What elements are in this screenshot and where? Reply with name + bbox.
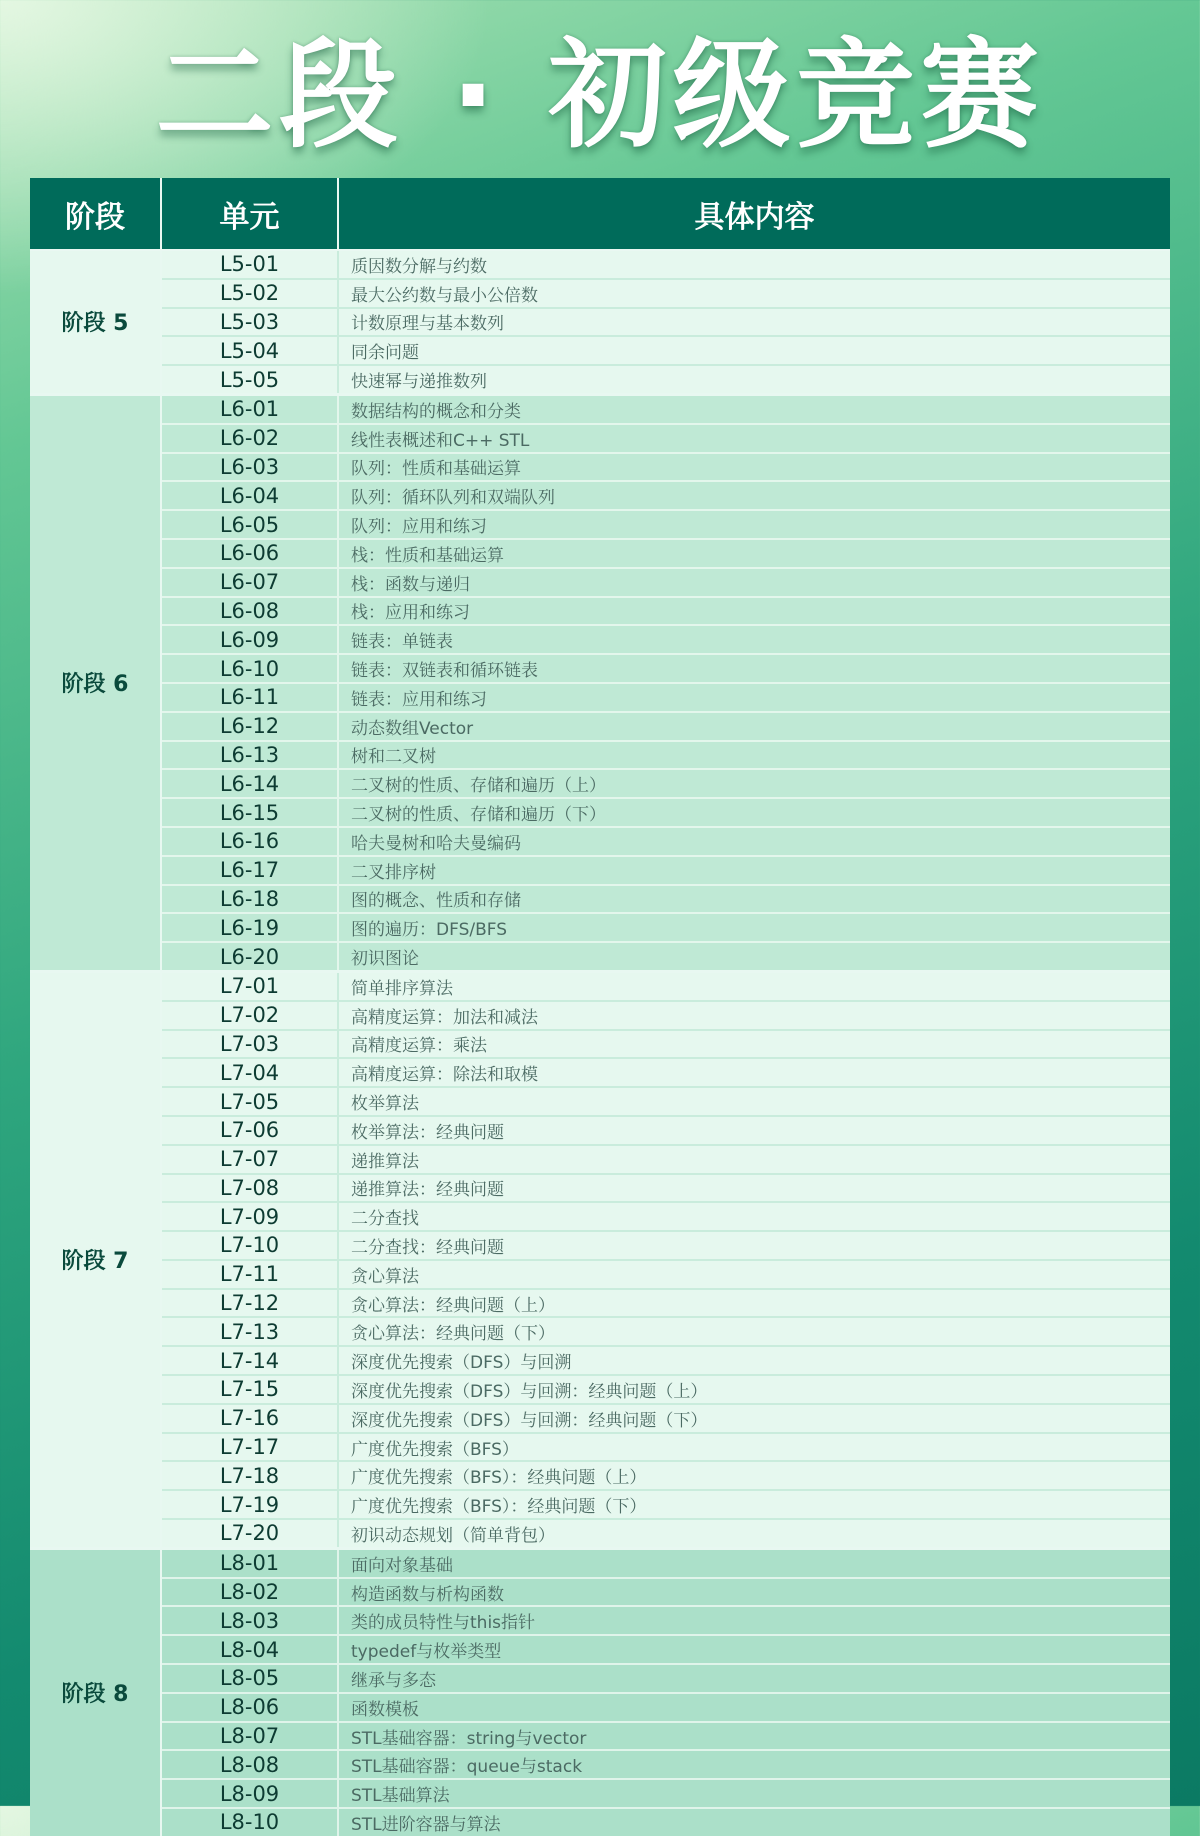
table-row [162,569,1170,598]
unit-content: 动态数组Vector [351,718,474,739]
stage-block [30,396,1170,973]
unit-content: 二叉排序树 [351,862,436,883]
table-row [162,1665,1170,1694]
stage-block [30,1550,1170,1836]
unit-code: L6-05 [162,511,339,538]
unit-content: 二叉树的性质、存储和遍历（下） [351,805,606,826]
table-row [162,1175,1170,1204]
stage-block [30,251,1170,396]
unit-code: L6-18 [162,886,339,913]
unit-content: typedef与枚举类型 [351,1642,502,1663]
unit-code: L6-14 [162,770,339,797]
table-row [162,1462,1170,1491]
unit-content: 链表：双链表和循环链表 [351,661,538,682]
table-row [162,1232,1170,1261]
table-row [162,1809,1170,1836]
unit-code: L7-11 [162,1261,339,1288]
unit-code: L8-03 [162,1607,339,1634]
table-row [162,973,1170,1002]
unit-content: 二分查找：经典问题 [351,1237,504,1258]
table-row [162,1290,1170,1319]
unit-content: 贪心算法：经典问题（下） [351,1324,555,1345]
table-row [162,1088,1170,1117]
unit-code: L7-02 [162,1002,339,1029]
table-row [162,396,1170,425]
unit-content: 简单排序算法 [351,978,453,999]
unit-code: L7-07 [162,1146,339,1173]
table-row [162,511,1170,540]
table-row [162,366,1170,393]
header-content: 具体内容 [694,199,815,235]
unit-code: L6-20 [162,943,339,970]
unit-content: 计数原理与基本数列 [351,314,504,335]
unit-code: L6-02 [162,425,339,452]
unit-content: 初识动态规划（简单背包） [351,1525,555,1546]
table-row [162,454,1170,483]
unit-code: L7-05 [162,1088,339,1115]
unit-content: 线性表概述和C++ STL [351,430,530,451]
unit-code: L6-19 [162,914,339,941]
unit-code: L8-04 [162,1636,339,1663]
table-row [162,713,1170,742]
table-row [162,1607,1170,1636]
unit-code: L5-05 [162,366,339,393]
unit-content: 贪心算法 [351,1266,419,1287]
unit-code: L7-17 [162,1434,339,1461]
unit-code: L6-16 [162,828,339,855]
unit-content: 继承与多态 [351,1670,436,1691]
unit-code: L8-10 [162,1809,339,1836]
unit-content: 图的遍历：DFS/BFS [351,920,508,941]
unit-code: L5-03 [162,309,339,336]
unit-code: L8-09 [162,1780,339,1807]
table-row [162,1694,1170,1723]
unit-code: L7-08 [162,1175,339,1202]
stage-label: 阶段 5 [30,251,162,393]
stage-rows [162,1550,1170,1836]
table-row [162,828,1170,857]
unit-content: 快速幂与递推数列 [351,372,487,393]
unit-code: L8-06 [162,1694,339,1721]
unit-code: L6-10 [162,655,339,682]
unit-code: L7-04 [162,1059,339,1086]
unit-content: 队列：应用和练习 [351,517,487,538]
unit-code: L6-17 [162,857,339,884]
unit-content: STL进阶容器与算法 [351,1814,501,1835]
table-row [162,799,1170,828]
unit-code: L8-07 [162,1723,339,1750]
unit-code: L8-02 [162,1579,339,1606]
unit-code: L7-20 [162,1520,339,1547]
table-row [162,1059,1170,1088]
table-row [162,1636,1170,1665]
table-row [162,1550,1170,1579]
table-row [162,1347,1170,1376]
unit-content: 同余问题 [351,343,419,364]
table-row [162,943,1170,970]
unit-content: 类的成员特性与this指针 [351,1613,536,1634]
stage-label: 阶段 7 [30,973,162,1547]
table-row [162,857,1170,886]
unit-code: L7-15 [162,1376,339,1403]
unit-content: 高精度运算：除法和取模 [351,1065,538,1086]
unit-code: L7-19 [162,1491,339,1518]
unit-content: 质因数分解与约数 [351,256,487,277]
unit-content: 队列：循环队列和双端队列 [351,488,555,509]
unit-code: L7-14 [162,1347,339,1374]
unit-code: L7-01 [162,973,339,1000]
table-row [162,1723,1170,1752]
unit-content: 构造函数与析构函数 [351,1584,504,1605]
unit-code: L7-12 [162,1290,339,1317]
table-row [162,309,1170,338]
table-row [162,280,1170,309]
table-row [162,1376,1170,1405]
unit-code: L6-04 [162,482,339,509]
table-row [162,1031,1170,1060]
unit-content: 枚举算法 [351,1094,419,1114]
unit-content: 二叉树的性质、存储和遍历（上） [351,776,606,797]
unit-content: 深度优先搜索（DFS）与回溯：经典问题（下） [351,1410,708,1431]
unit-code: L6-11 [162,684,339,711]
table-row [162,425,1170,454]
unit-content: 高精度运算：加法和减法 [351,1007,538,1028]
unit-code: L7-10 [162,1232,339,1259]
unit-content: STL基础算法 [351,1786,450,1807]
table-row [162,1434,1170,1463]
unit-content: 广度优先搜索（BFS）：经典问题（上） [351,1468,647,1489]
unit-code: L6-09 [162,626,339,653]
table-row [162,1117,1170,1146]
unit-code: L6-03 [162,454,339,481]
unit-code: L6-12 [162,713,339,740]
table-row [162,1146,1170,1175]
unit-code: L7-06 [162,1117,339,1144]
table-row [162,337,1170,366]
table-row [162,1579,1170,1608]
unit-code: L6-01 [162,396,339,423]
table-row [162,742,1170,771]
unit-code: L6-15 [162,799,339,826]
table-header [30,178,1170,251]
table-row [162,770,1170,799]
stage-block [30,973,1170,1550]
table-row [162,655,1170,684]
unit-content: 递推算法 [351,1151,419,1172]
table-row [162,626,1170,655]
unit-code: L7-18 [162,1462,339,1489]
unit-content: 函数模板 [351,1699,419,1720]
table-row [162,886,1170,915]
unit-content: 栈：应用和练习 [351,603,470,624]
table-row [162,914,1170,943]
unit-content: STL基础容器：queue与stack [351,1757,583,1778]
unit-content: 广度优先搜索（BFS） [351,1439,519,1460]
unit-content: 高精度运算：乘法 [351,1036,487,1057]
unit-code: L7-09 [162,1203,339,1230]
unit-content: 最大公约数与最小公倍数 [351,285,538,306]
unit-code: L6-07 [162,569,339,596]
unit-code: L7-13 [162,1318,339,1345]
unit-code: L7-16 [162,1405,339,1432]
table-row [162,251,1170,280]
unit-content: 链表：单链表 [351,632,453,653]
unit-content: 队列：性质和基础运算 [351,459,521,480]
unit-content: 二分查找 [351,1209,419,1230]
curriculum-table [30,178,1170,1836]
unit-content: 数据结构的概念和分类 [351,401,521,422]
table-row [162,482,1170,511]
table-row [162,1203,1170,1232]
table-row [162,1002,1170,1031]
table-row [162,1261,1170,1290]
unit-content: 广度优先搜索（BFS）：经典问题（下） [351,1497,647,1518]
unit-content: 链表：应用和练习 [351,689,487,710]
unit-content: 递推算法：经典问题 [351,1180,504,1201]
unit-content: 哈夫曼树和哈夫曼编码 [351,833,521,854]
unit-content: 深度优先搜索（DFS）与回溯：经典问题（上） [351,1381,708,1402]
unit-code: L8-01 [162,1550,339,1577]
unit-code: L6-06 [162,540,339,567]
unit-content: STL基础容器：string与vector [351,1728,587,1749]
table-row [162,1751,1170,1780]
unit-content: 树和二叉树 [351,747,436,768]
unit-content: 面向对象基础 [351,1555,453,1576]
unit-content: 枚举算法：经典问题 [351,1122,504,1143]
table-row [162,1405,1170,1434]
table-row [162,1780,1170,1809]
stage-label: 阶段 8 [30,1550,162,1836]
unit-code: L6-08 [162,598,339,625]
unit-code: L7-03 [162,1031,339,1058]
table-body [30,251,1170,1836]
table-row [162,540,1170,569]
table-row [162,1318,1170,1347]
unit-code: L5-04 [162,337,339,364]
table-row [162,598,1170,627]
unit-code: L8-05 [162,1665,339,1692]
unit-content: 贪心算法：经典问题（上） [351,1295,555,1316]
header-stage: 阶段 [30,178,162,249]
page-title: 二段 · 初级竞赛 [155,26,1045,164]
unit-code: L8-08 [162,1751,339,1778]
unit-content: 初识图论 [351,949,419,970]
unit-content: 栈：性质和基础运算 [351,545,504,566]
table-row [162,1491,1170,1520]
stage-rows [162,973,1170,1547]
table-row [162,1520,1170,1547]
unit-content: 图的概念、性质和存储 [351,891,521,912]
unit-code: L6-13 [162,742,339,769]
stage-rows [162,251,1170,393]
unit-content: 栈：函数与递归 [351,574,470,595]
stage-rows [162,396,1170,970]
unit-content: 深度优先搜索（DFS）与回溯 [351,1353,572,1374]
stage-label: 阶段 6 [30,396,162,970]
header-unit: 单元 [162,178,339,249]
table-row [162,684,1170,713]
unit-code: L5-01 [162,251,339,278]
unit-code: L5-02 [162,280,339,307]
